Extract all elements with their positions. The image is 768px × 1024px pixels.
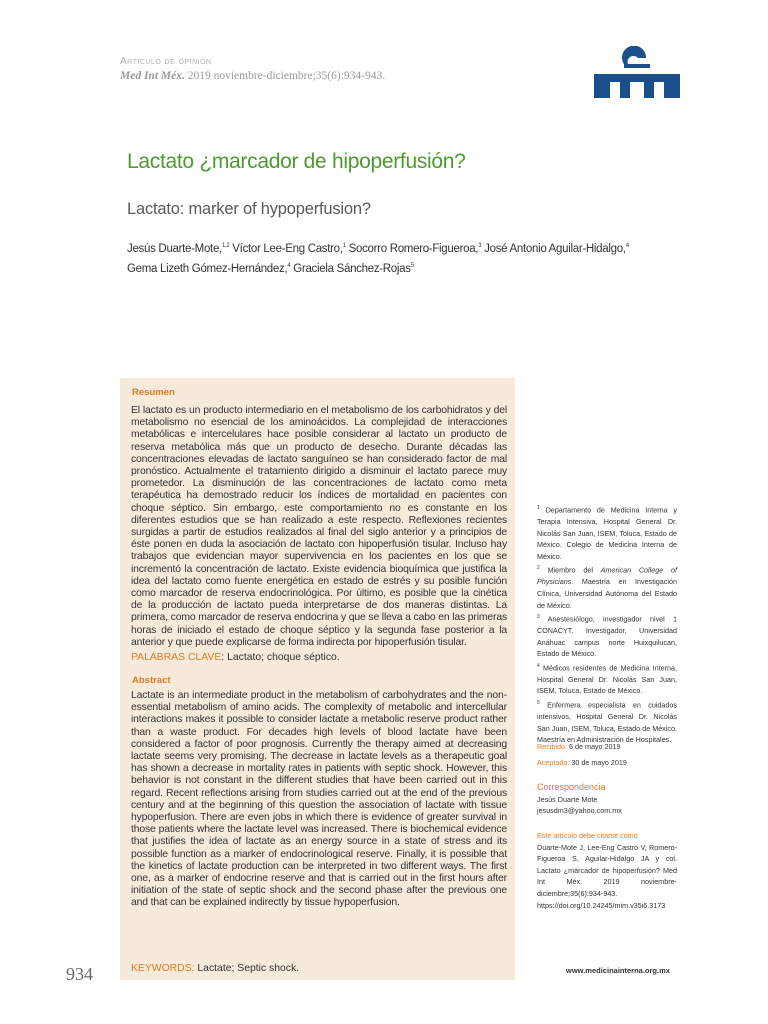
cite-heading: Este artículo debe citarse como (537, 831, 638, 840)
footnote-1: $^1$ Departamento de Medicina Interna y Terapia Intensiva, Hospital General Dr. Nicolás San Juan, ISEM, Toluca, Estado de México. Colegio de Medicina Interna de México. (537, 505, 678, 561)
resumen-text: El lactato es un producto intermediario en el metabolismo de los carbohidratos y del metabolismo no esencial de los aminoácidos. La complejidad de interacciones metabólicas e intercelulares hace posible considerar al lactato un producto de reserva metabólica más que un producto de desecho. Durante décadas las concentraciones elevadas de lactato sanguíneo se han considerado factor de mal pronóstico. Actualmente el tratamiento dirigido a disminuir el lactato parece muy prometedor. La disminución de las concentraciones de lactato como meta terapéutica ha demostrado reducir los índices de mortalidad en pacientes con choque séptico. Sin embargo, este comportamiento no es constante en los diferentes estudios que se han realizado a este respecto. Reflexiones recientes surgidas a partir de estudios realizados al final del siglo anterior y a principios de éste ponen en duda la asociación de lactato con hipoperfusión tisular. Incluso hay trabajos que evidencian mayor supervivencia en los pacientes en los que se incrementó la concentración de lactato. Existe evidencia bioquímica que justifica la idea del lactato como fuente energética en estado de estrés y su posible función como marcador de reserva endocrinológica. Por último, es posible que la cinética de la producción de lactato pueda interpretarse de dos maneras distintas. La primera, como marcador de reserva endocrina y que se lleva a cabo en las primeras horas de iniciado el estado de choque séptico y la segunda fase posterior a la anterior y que puede explicarse de forma indirecta por hipoperfusión tisular. (131, 405, 507, 648)
footnote-4: $^4$ Médicos residentes de Medicina Interna, Hospital General Dr. Nicolás San Juan, ISEM, Toluca, Estado de México. (537, 662, 677, 696)
citation-text: 2019 noviembre-diciembre;35(6):934-943. (187, 70, 386, 82)
footnote-2: $^2$ Miembro del American College of Physicians. Maestría en Investigación Clínica, Universidad Autónoma del Estado de México. (537, 565, 677, 610)
abstract-text: Lactate is an intermediate product in the metabolism of carbohydrates and the non-essential metabolism of amino acids. The complexity of metabolic and intercellular interactions makes it possible to consider lactate a metabolic reserve product rather than a waste product. For decades high levels of blood lactate have been considered a factor of poor prognosis. Currently the therapy aimed at decreasing lactate seems very promising. The decrease in lactate levels as a therapeutic goal has shown a decrease in mortality rates in patients with septic shock. However, this behavior is not constant in the different studies that have been carried out in this regard. Recent reflections arising from studies carried out at the end of the previous century and at the beginning of this question the association of lactate with tissue hypoperfusion. There are even jobs in which there is evidence of greater survival in those patients where the lactate level was increased. There is biochemical evidence that justifies the idea of lactate as an energy source in a state of stress and its possible function as a marker of endocrinological reserve. Finally, it is possible that the kinetics of lactate production can be interpreted in two different ways. The first one, as a marker of endocrine reserve and that is carried out in the first hours after initiation of the state of septic shock and the second phase after the previous one and that can be explained indirectly by tissue hypoperfusion. (131, 690, 507, 909)
authors: Jesús Duarte-Mote,$^{1,2}$ Víctor Lee-Eng Castro,$^1$ Socorro Romero-Figueroa,$^3$ José Antonio Aguilar-Hidalgo,$^4$ Gema Lizeth Gómez-Hernández,$^4$ Graciela Sánchez-Rojas$^5$ (127, 242, 629, 275)
journal-citation (120, 70, 385, 82)
abstract-keywords: KEYWORDS: Lactate; Septic shock. (131, 963, 300, 974)
citation-box (537, 830, 677, 911)
accepted-date: Aceptado: 30 de mayo 2019 (537, 758, 627, 767)
site-url[interactable]: www.medicinainterna.org.mx (566, 966, 670, 975)
resumen-keywords: PALABRAS CLAVE: Lactato; choque séptico. (131, 652, 340, 663)
received-date: Recibido: 6 de mayo 2019 (537, 742, 621, 751)
journal-logo-icon (594, 46, 680, 98)
journal-name: Med Int Méx. (120, 70, 185, 82)
doi-link[interactable]: https://doi.org/10.24245/mim.v35i6.3173 (537, 900, 666, 910)
footnote-5: $^5$ Enfermera especialista en cuidados intensivos, Hospital General Dr. Nicolás San Juan, ISEM, Toluca, Estado de México. Maestría en Administración de Hospitales. (537, 700, 677, 745)
page-number: 934 (66, 964, 93, 984)
correspondence-name: Jesús Duarte Mote (537, 794, 598, 804)
affiliations (537, 503, 677, 747)
correspondence-heading: Correspondencia (537, 782, 606, 792)
article-title: Lactato ¿marcador de hipoperfusión? (127, 150, 466, 173)
article-type: Artículo de opinión (120, 56, 212, 67)
article-subtitle: Lactato: marker of hypoperfusion? (127, 200, 371, 218)
abstract-heading: Abstract (132, 675, 171, 686)
abstract-panel (120, 378, 515, 980)
cite-text: Duarte-Mote J, Lee-Eng Castro V, Romero-Figueroa S, Aguilar-Hidalgo JA y col. Lactato ¿marcador de hipoperfusión? Med Int Méx. 2019 noviembre-diciembre;35(6):934-943. (537, 842, 677, 898)
footnote-3: $^3$ Anestesiólogo, investigador nivel 1 CONACYT. Investigador, Universidad Anáhuac campus norte Huixquilucan, Estado de México. (537, 614, 677, 659)
correspondence-email[interactable]: jesusdm3@yahoo.com.mx (537, 806, 622, 816)
resumen-heading: Resumen (132, 387, 175, 398)
correspondence (537, 782, 677, 817)
